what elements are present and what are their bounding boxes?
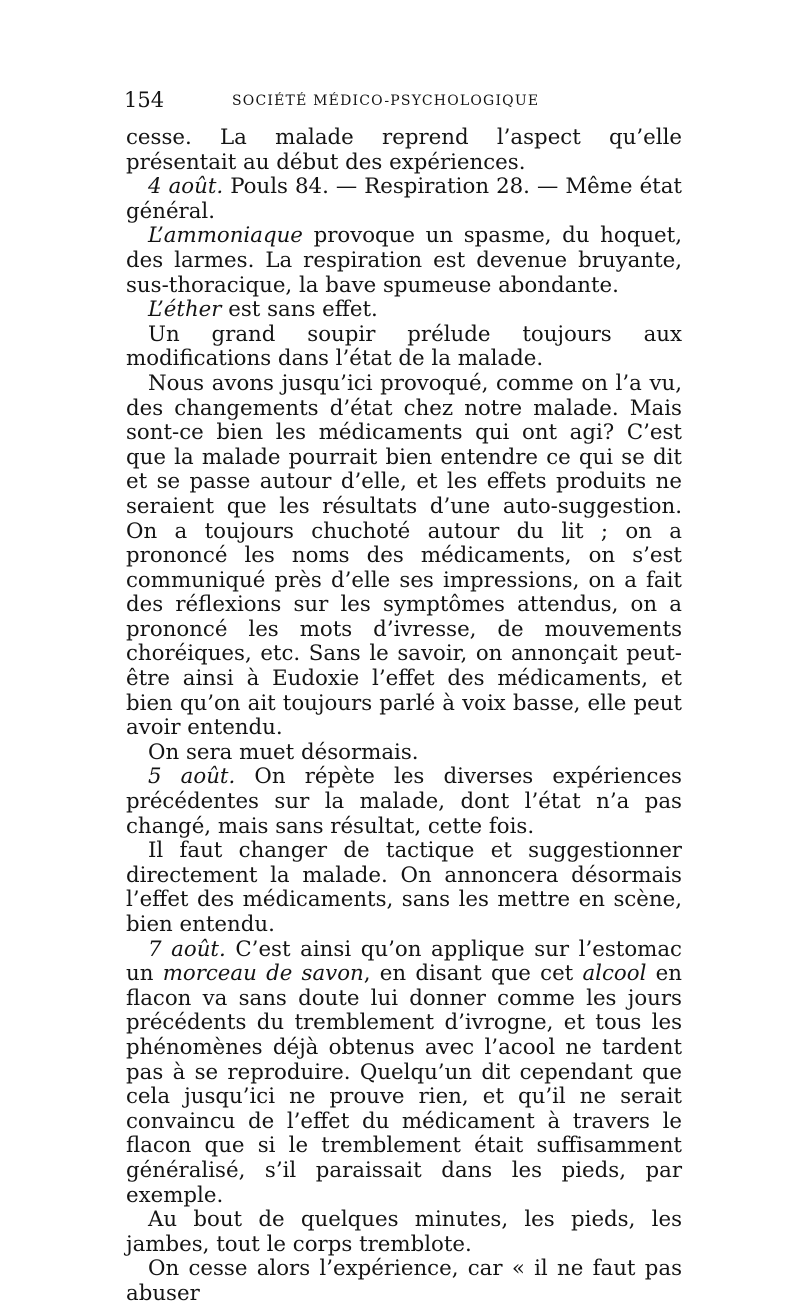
date-label: 4 août. — [148, 174, 224, 200]
running-head: SOCIÉTÉ MÉDICO-PSYCHOLOGIQUE — [232, 93, 540, 109]
paragraph — [126, 938, 682, 1209]
italic-term: alcool — [582, 961, 647, 987]
paragraph — [126, 372, 682, 741]
date-label: 7 août. — [148, 936, 226, 962]
drug-name: L’ammoniaque — [148, 223, 303, 249]
paragraph — [126, 224, 682, 298]
paragraph-text: C’est ainsi qu’on applique sur l’estomac un — [126, 936, 682, 987]
paragraph-text: Il faut changer de tactique et suggestionner directement la malade. On annoncera désormais l’effet des médicaments, sans les mettre en scène, bien entendu. — [126, 838, 682, 937]
paragraph — [126, 323, 682, 372]
paragraph-text: Nous avons jusqu’ici provoqué, comme on l’a vu, des changements d’état chez notre malade. Mais sont-ce bien les médicaments qui ont agi? C’est que la malade pourrait bien entendre ce qui se dit et se passe autour d’elle, et les effets produits ne seraient que les résultats d’une auto-suggestion. On a toujours chuchoté autour du lit ; on a prononcé les noms des médicaments, on s’est communiqué près d’elle ses impressions, on a fait des réflexions sur les symptômes attendus, on a prononcé les mots d’ivresse, de mouvements choréiques, etc. Sans le savoir, on annonçait peut-être ainsi à Eudoxie l’effet des médicaments, et bien qu’on ait toujours parlé à voix basse, elle peut avoir entendu. — [126, 370, 682, 741]
paragraph — [126, 765, 682, 839]
paragraph — [126, 126, 682, 175]
paragraph — [126, 1208, 682, 1257]
paragraph — [126, 1257, 682, 1306]
paragraph-text: en flacon va sans doute lui donner comme les jours précédents du tremblement d’ivrogne, et tous les phénomènes déjà obtenus avec l’acool ne tardent pas à se reproduire. Quelqu’un dit cependant que cela jusqu’ici ne prouve rien, et qu’il ne serait convaincu de l’effet du médicament à travers le flacon que si le tremblement était suffisamment généralisé, s’il paraissait dans les pieds, par exemple. — [126, 961, 682, 1208]
page-number: 154 — [124, 88, 165, 112]
paragraph-text: On répète les diverses expériences précédentes sur la malade, dont l’état n’a pas changé, mais sans résultat, cette fois. — [126, 764, 682, 839]
italic-term: morceau de savon — [162, 961, 364, 987]
paragraph — [126, 741, 682, 766]
drug-name: L’éther — [148, 297, 222, 323]
page-header — [124, 88, 684, 114]
paragraph-text: provoque un spasme, du hoquet, des larmes. La respiration est devenue bruyante, sus-thoracique, la bave spumeuse abondante. — [126, 223, 682, 298]
paragraph-text: Un grand soupir prélude toujours aux modifications dans l’état de la malade. — [126, 321, 682, 372]
body-text — [126, 126, 682, 1307]
paragraph-text: est sans effet. — [228, 297, 378, 323]
paragraph — [126, 839, 682, 937]
paragraph — [126, 298, 682, 323]
paragraph-text: On cesse alors l’expérience, car « il ne faut pas abuser — [126, 1256, 682, 1306]
paragraph-text: cesse. La malade reprend l’aspect qu’elle présentait au début des expériences. — [126, 125, 682, 175]
paragraph-text: Pouls 84. — Respiration 28. — Même état général. — [126, 174, 682, 224]
paragraph-text: On sera muet désormais. — [148, 739, 419, 765]
paragraph-text: Au bout de quelques minutes, les pieds, les jambes, tout le corps tremblote. — [126, 1207, 682, 1257]
paragraph — [126, 175, 682, 224]
paragraph-text: , en disant que cet — [363, 961, 574, 987]
date-label: 5 août. — [148, 764, 236, 790]
